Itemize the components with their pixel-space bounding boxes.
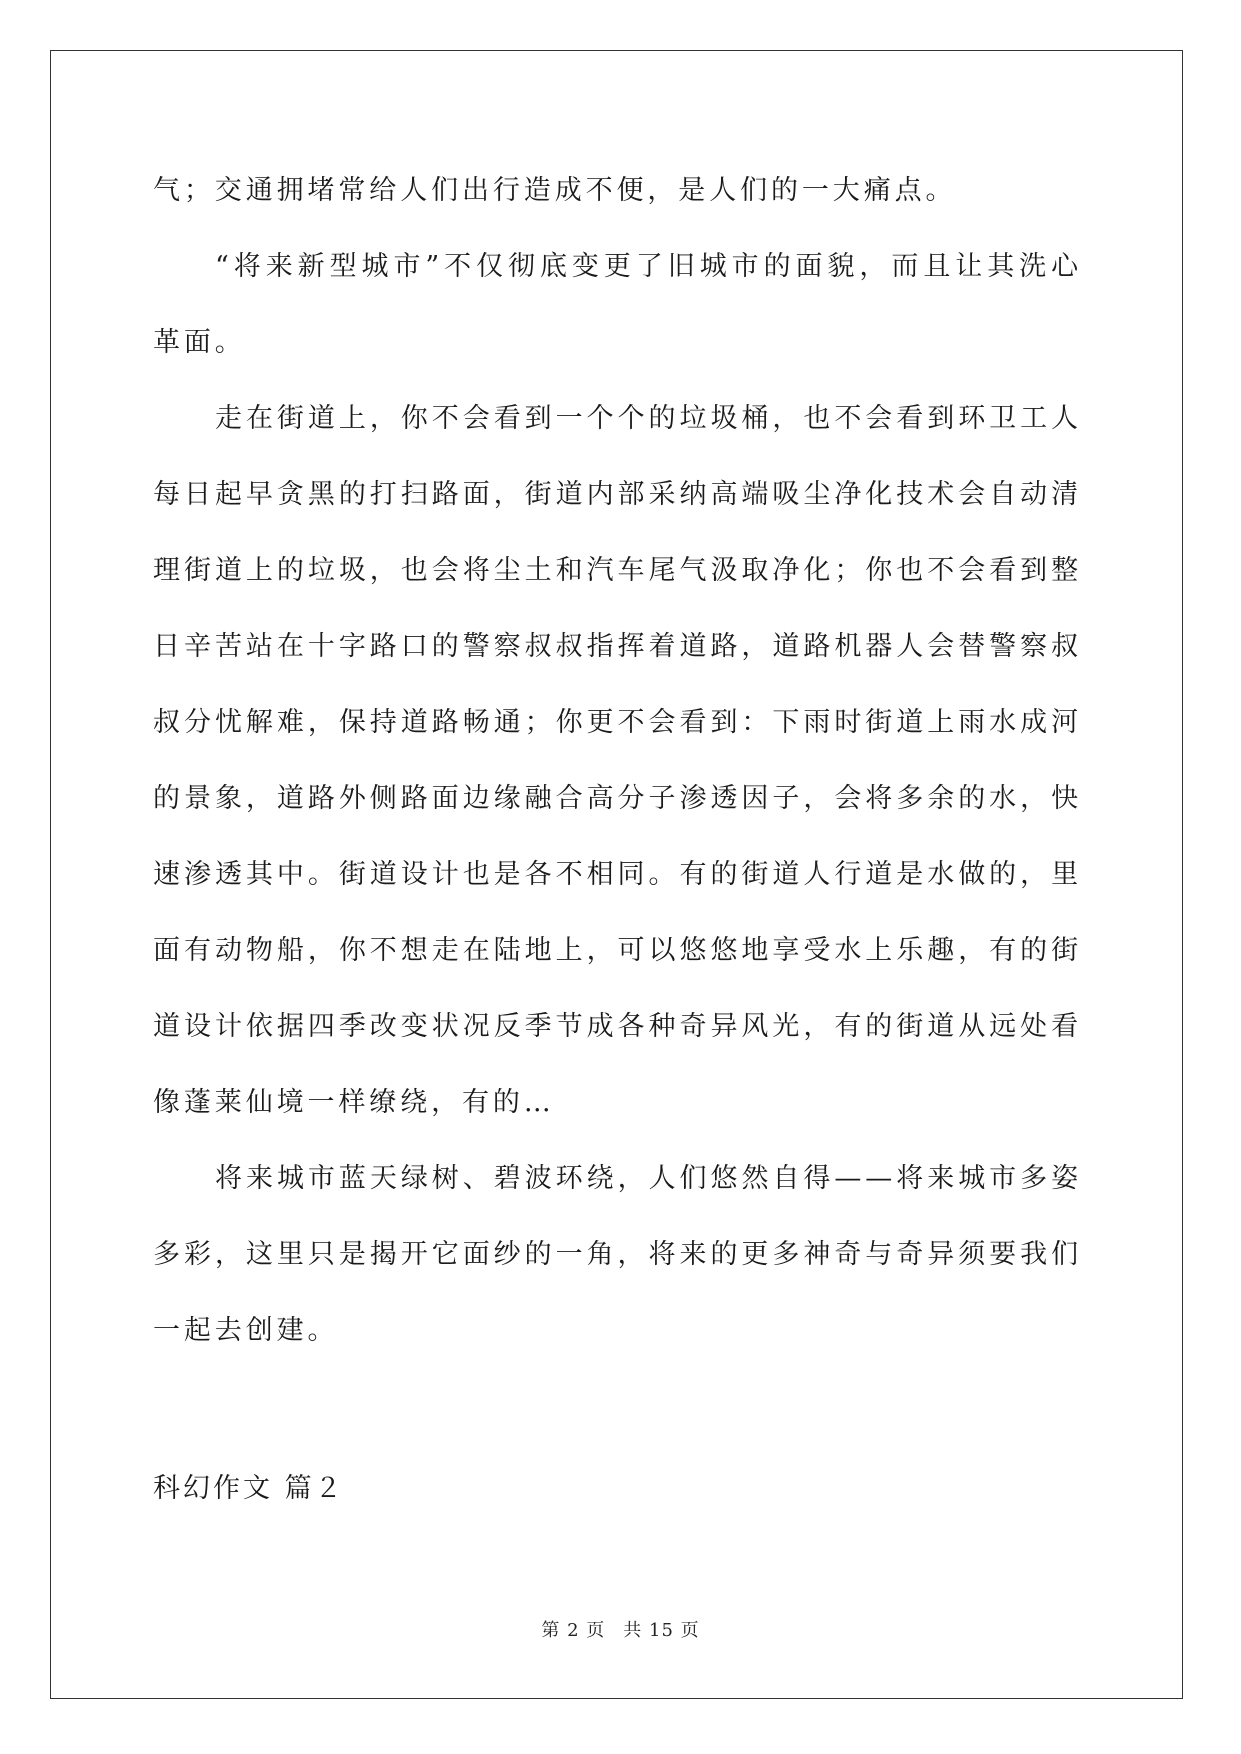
paragraph-4: 将来城市蓝天绿树、碧波环绕，人们悠然自得——将来城市多姿多彩，这里只是揭开它面纱的一角，将来的更多神奇与奇异须要我们一起去创建。 xyxy=(153,1163,1082,1346)
page-total: 共 15 页 xyxy=(623,1620,700,1641)
page-footer xyxy=(0,1616,1241,1642)
paragraph-1: 气；交通拥堵常给人们出行造成不便，是人们的一大痛点。 xyxy=(153,175,957,206)
document-body xyxy=(153,153,1082,1369)
paragraph-3: 走在街道上，你不会看到一个个的垃圾桶，也不会看到环卫工人每日起早贪黑的打扫路面，街道内部采纳高端吸尘净化技术会自动清理街道上的垃圾，也会将尘土和汽车尾气汲取净化；你也不会看到整日辛苦站在十字路口的警察叔叔指挥着道路，道路机器人会替警察叔叔分忧解难，保持道路畅通；你更不会看到：下雨时街道上雨水成河的景象，道路外侧路面边缘融合高分子渗透因子，会将多余的水，快速渗透其中。街道设计也是各不相同。有的街道人行道是水做的，里面有动物船，你不想走在陆地上，可以悠悠地享受水上乐趣，有的街道设计依据四季改变状况反季节成各种奇异风光，有的街道从远处看像蓬莱仙境一样缭绕，有的… xyxy=(153,403,1082,1118)
page-number: 第 2 页 xyxy=(541,1620,606,1641)
paragraph-2: “将来新型城市”不仅彻底变更了旧城市的面貌，而且让其洗心革面。 xyxy=(153,251,1082,358)
section-heading: 科幻作文 篇２ xyxy=(153,1473,345,1504)
